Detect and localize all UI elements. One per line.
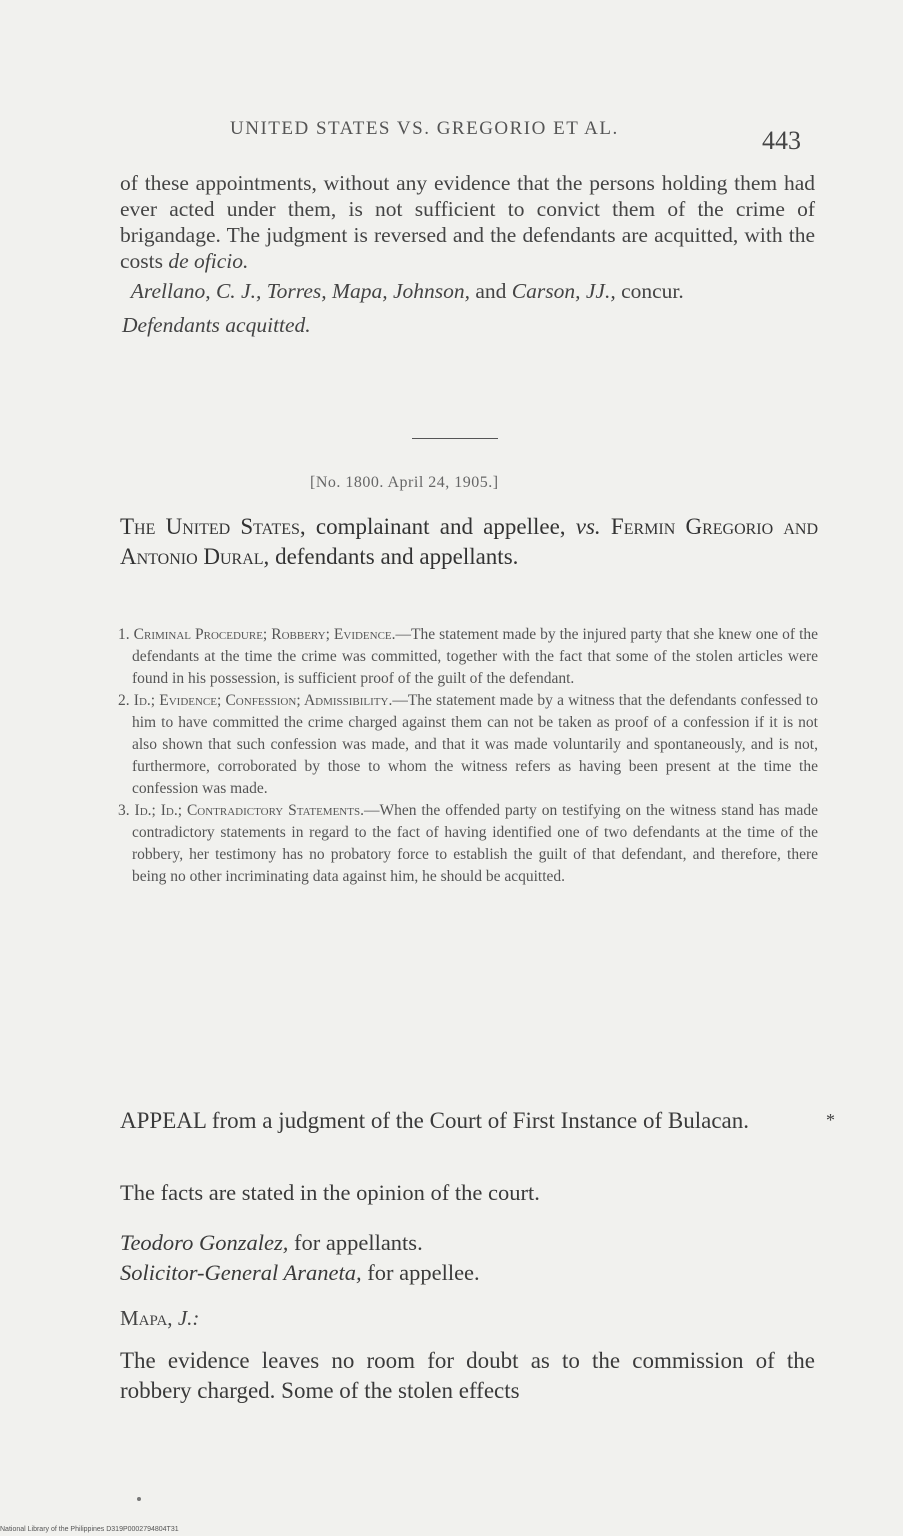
syllabus-item: 3. Id.; Id.; Contradictory Statements.—When the offended party on testifying on the witness stand has made contradictory statements in regard to the fact of having identified one of two defendants at the time of the robbery, her testimony has no probatory force to establish the guilt of that defendant, and therefore, there being no other incriminating data against him, he should be acquitted. [118,802,819,885]
versus: vs. [575,514,601,539]
scan-speck [137,1497,141,1501]
closing-paragraph: of these appointments, without any evidence that the persons holding them had ever acted under them, is not sufficient to convict them of the crime of brigandage. The judgment is reversed and the defendants are acquitted, with the costs de oficio. [120,171,815,273]
role-plaintiff: complainant and appellee, [315,514,566,539]
syllabus-item: 1. Criminal Procedure; Robbery; Evidence.—The statement made by the injured party that she knew one of the defendants at the time the crime was committed, together with the fact that some of the stolen articles were found in his possession, is sufficient proof of the guilt of the defendant. [118,626,819,687]
counsel [120,1228,480,1288]
margin-mark: * [826,1110,835,1130]
party-defendants: Fermin Gregorio and Antonio Dural, [120,514,819,569]
counsel-appellants: Teodoro Gonzalez, for appellants. [120,1230,423,1255]
syllabus [118,624,818,888]
page-number: 443 [762,126,801,155]
syllabus-item: 2. Id.; Evidence; Confession; Admissibility.—The statement made by a witness that the defendants confessed to him to have committed the crime charged against them can not be taken as proof of a confession if it is not also shown that such confession was made, and that it was made voluntarily and spontaneously, and is not, furthermore, corroborated by those to whom the witness refers as having been present at the time the confession was made. [118,692,818,797]
opinion-text: The evidence leaves no room for doubt as to the commission of the robbery charged. Some of the stolen effects [120,1348,815,1403]
concurrence: Arellano, C. J., Torres, Mapa, Johnson, and Carson, JJ., concur. [130,279,684,303]
appeal-text: from a judgment of the Court of First Instance of Bulacan. [211,1108,749,1133]
facts-statement: The facts are stated in the opinion of the court. [120,1180,540,1205]
role-defendants: defendants and appellants. [275,544,519,569]
appeal-lead: APPEAL [120,1108,207,1133]
case-title [120,512,818,572]
preceding-text [120,170,815,338]
scan-footer: National Library of the Philippines D319P0002794804T31 [0,1526,179,1533]
case-number: [No. 1800. April 24, 1905.] [310,474,499,491]
disposition: Defendants acquitted. [122,313,311,337]
section-divider [412,438,498,439]
running-head: UNITED STATES VS. GREGORIO ET AL. [230,118,619,139]
counsel-appellee: Solicitor-General Araneta, for appellee. [120,1260,480,1285]
party-plaintiff: The United States, [120,514,306,539]
judge-heading: Mapa, J.: [120,1306,200,1330]
appeal-line [120,1106,820,1136]
